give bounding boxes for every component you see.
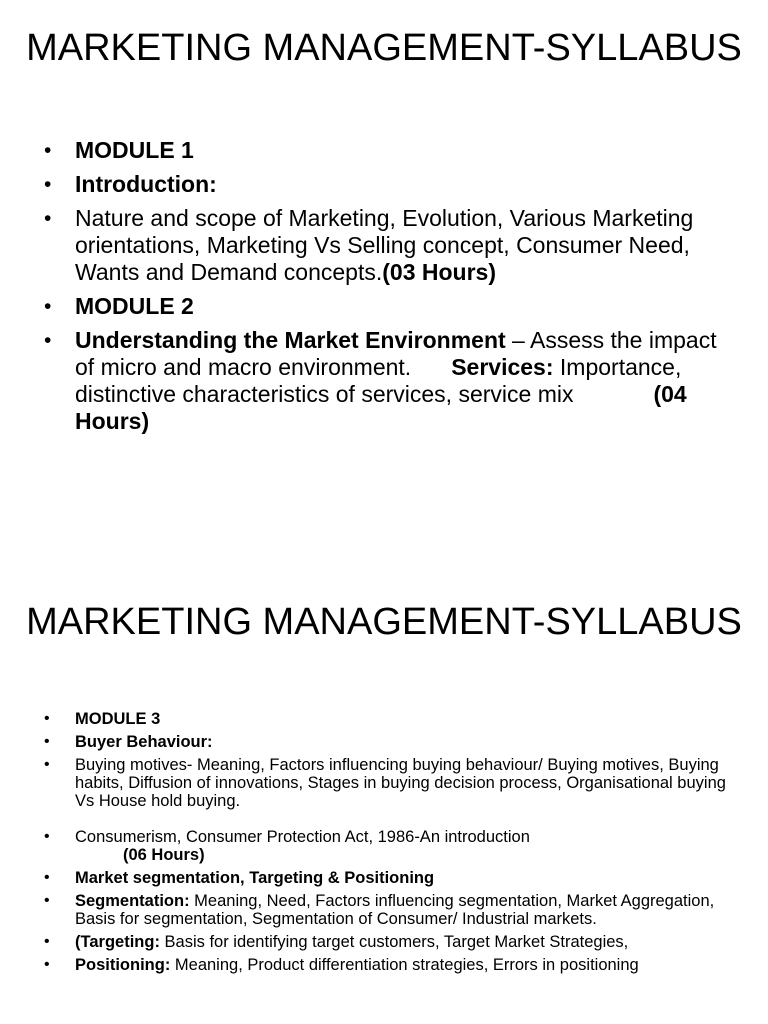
hours-label: (03 Hours) [382, 259, 497, 285]
section-heading: Segmentation: [75, 892, 190, 910]
list-item [44, 956, 735, 974]
module-heading: MODULE 1 [75, 137, 194, 163]
topic-text: Nature and scope of Marketing, Evolution, Various Marketing orientations, Marketing Vs Selling concept, Consumer Need, Wants and Demand concepts. [75, 205, 694, 285]
topic-text: – Assess the impact of micro and macro environment. [75, 327, 717, 380]
section-heading: Buyer Behaviour: [75, 733, 213, 751]
section-heading: Understanding the Market Environment [75, 327, 506, 353]
section-heading: Positioning: [75, 956, 171, 974]
topic-text: Meaning, Product differentiation strategies, Errors in positioning [170, 956, 639, 974]
slide-title: MARKETING MANAGEMENT-SYLLABUS [26, 27, 742, 69]
bullet-icon: • [44, 892, 50, 909]
list-item [44, 756, 735, 810]
bullet-icon: • [44, 710, 50, 727]
list-item [44, 933, 735, 951]
list-item [44, 892, 735, 928]
module-heading: MODULE 3 [75, 710, 161, 728]
section-heading: (Targeting: [75, 933, 160, 951]
topic-text: Basis for identifying target customers, Target Market Strategies, [159, 933, 629, 951]
bullet-icon: • [44, 956, 50, 973]
bullet-icon: • [44, 828, 50, 845]
list-item [44, 137, 735, 164]
bullet-icon: • [44, 173, 52, 196]
section-heading: Market segmentation, Targeting & Positioning [75, 869, 435, 887]
list-item [44, 828, 735, 864]
slide-title: MARKETING MANAGEMENT-SYLLABUS [26, 601, 742, 643]
hours-label: (04 Hours) [75, 381, 687, 434]
bullet-icon: • [44, 756, 50, 773]
list-item [44, 293, 735, 320]
list-item [44, 733, 735, 751]
topic-text: Buying motives- Meaning, Factors influencing buying behaviour/ Buying motives, Buying habits, Diffusion of innovations, Stages in buying decision process, Organisational buying Vs House hold buying. [75, 756, 726, 810]
section-heading: Introduction: [75, 171, 217, 197]
bullet-icon: • [44, 869, 50, 886]
topic-text: Importance, distinctive characteristics of services, service mix [75, 354, 682, 407]
bullet-icon: • [44, 933, 50, 950]
list-item [44, 171, 735, 198]
list-item [44, 205, 735, 286]
section-heading: Services: [451, 354, 554, 380]
bullet-icon: • [44, 329, 52, 352]
list-item [44, 327, 735, 435]
topic-text: Meaning, Need, Factors influencing segmentation, Market Aggregation, Basis for segmentation, Segmentation of Consumer/ Industrial markets. [75, 892, 715, 928]
slide-2 [0, 512, 768, 1024]
module-heading: MODULE 2 [75, 293, 194, 319]
hours-label: (06 Hours) [123, 846, 205, 864]
bullet-icon: • [44, 139, 52, 162]
bullet-list [44, 710, 735, 979]
topic-text: Consumerism, Consumer Protection Act, 1986-An introduction [75, 828, 530, 846]
bullet-list [44, 137, 735, 442]
bullet-icon: • [44, 733, 50, 750]
bullet-icon: • [44, 207, 52, 230]
list-item [44, 869, 735, 887]
list-item [44, 710, 735, 728]
bullet-icon: • [44, 295, 52, 318]
